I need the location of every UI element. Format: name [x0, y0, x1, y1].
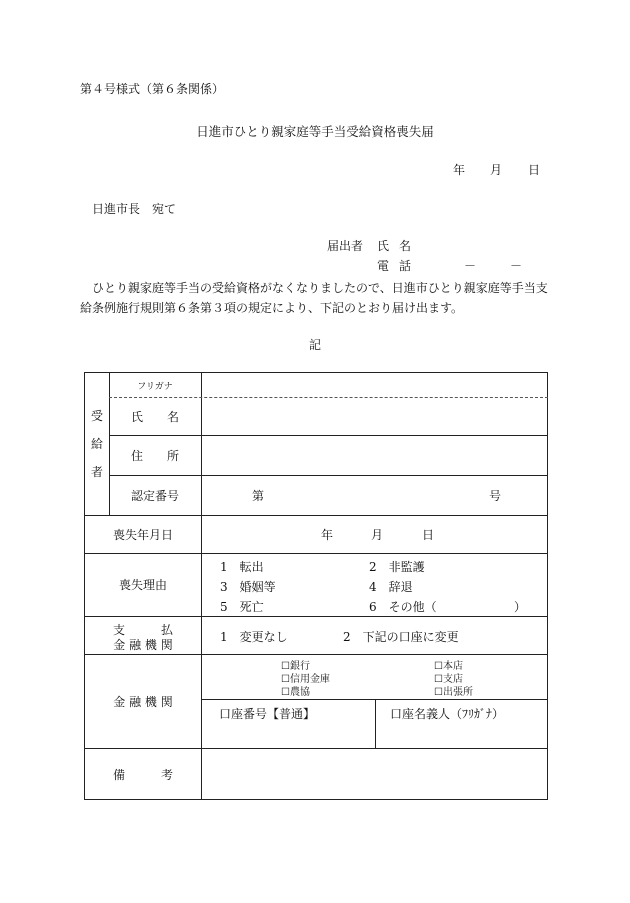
payment-option[interactable]: 2 下記の口座に変更 [343, 630, 459, 644]
notifier-phone-label: 電話 [377, 259, 422, 273]
reason-option[interactable]: 2 非監護 [369, 560, 425, 574]
divider [201, 699, 548, 700]
bank-label: 金 融 機 関 [113, 694, 173, 709]
date-day-label: 日 [528, 163, 541, 177]
reason-option[interactable]: 3 婚姻等 [220, 580, 276, 594]
certification-dai: 第 [252, 489, 265, 503]
branch-type-checkbox[interactable]: ☐本店 [434, 661, 463, 672]
loss-date-label: 喪失年月日 [112, 527, 173, 542]
name-label: 氏 名 [130, 409, 179, 424]
recipient-group-char: 者 [90, 464, 103, 479]
remarks-label: 備 考 [112, 767, 173, 782]
reason-option[interactable]: 4 辞退 [369, 580, 413, 594]
divider [85, 616, 548, 617]
payment-option[interactable]: 1 変更なし [220, 630, 288, 644]
address-label: 住 所 [130, 448, 179, 463]
loss-reason-label: 喪失理由 [118, 578, 167, 592]
loss-date-day: 日 [422, 528, 435, 542]
branch-type-checkbox[interactable]: ☐支店 [434, 674, 463, 685]
notifier-label: 届出者 [327, 239, 364, 253]
name-field[interactable] [201, 397, 548, 435]
payment-label-1: 支 払 [112, 623, 173, 637]
recipient-group-char: 受 [90, 408, 103, 423]
furigana-label: フリガナ [137, 381, 173, 392]
certification-number-label: 認定番号 [130, 488, 179, 503]
body-text: ひとり親家庭等手当の受給資格がなくなりましたので、日進市ひとり親家庭等手当支給条例施行規則第６条第３項の規定により、下記のとおり届け出ます。 [80, 281, 548, 315]
address-field[interactable] [201, 435, 548, 475]
reason-close-paren: ） [514, 600, 527, 614]
certification-go: 号 [489, 489, 502, 503]
phone-separator: － [510, 259, 523, 273]
date-month-label: 月 [490, 163, 503, 177]
bank-type-checkbox[interactable]: ☐銀行 [281, 661, 310, 672]
date-year-label: 年 [453, 163, 466, 177]
ki-heading: 記 [308, 338, 321, 352]
furigana-field[interactable] [295, 373, 548, 397]
recipient-group-char: 給 [90, 436, 103, 451]
divider [375, 699, 376, 748]
form-table [84, 372, 548, 800]
account-holder-label: 口座名義人（ﾌﾘｶﾞﾅ） [390, 707, 505, 721]
phone-separator: － [464, 259, 477, 273]
loss-date-year: 年 [321, 528, 334, 542]
notifier-name-label: 氏名 [377, 239, 422, 253]
loss-date-month: 月 [371, 528, 384, 542]
reason-option[interactable]: 5 死亡 [220, 600, 264, 614]
reason-option[interactable]: 1 転出 [220, 560, 264, 574]
bank-type-checkbox[interactable]: ☐農協 [281, 687, 310, 698]
branch-type-checkbox[interactable]: ☐出張所 [434, 687, 473, 698]
form-title: 日進市ひとり親家庭等手当受給資格喪失届 [196, 124, 434, 139]
account-number-label: 口座番号【普通】 [219, 707, 316, 721]
form-number: 第４号様式（第６条関係） [80, 82, 225, 96]
payment-label-2: 金 融 機 関 [113, 638, 173, 652]
bank-type-checkbox[interactable]: ☐信用金庫 [281, 674, 330, 685]
reason-option[interactable]: 6 その他（ [369, 600, 437, 614]
remarks-field[interactable] [201, 748, 548, 800]
addressee: 日進市長 宛て [92, 202, 177, 216]
